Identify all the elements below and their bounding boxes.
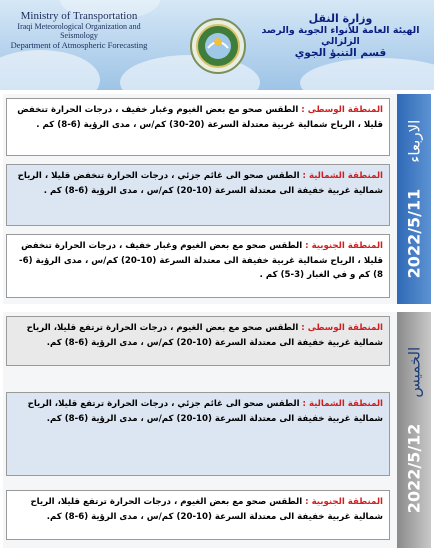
region-label: المنطقة الوسطى : [301,323,383,333]
forecast-date: 2022/5/11 [404,188,424,279]
date-column [397,312,431,548]
date-column [397,94,431,304]
region-label: المنطقة الوسطى : [301,105,383,115]
cloud-decoration [0,50,100,90]
region-label: المنطقة الجنوبية : [305,497,383,507]
ministry-name-en: Ministry of Transportation [20,10,138,22]
forecast-card-southern [6,490,390,540]
cloud-decoration [300,58,434,90]
forecast-text: الطقس صحو الى غائم جزئي ، درجات الحرارة ترتفع قليلا، الرياح شمالية غربية خفيفة الى معتدلة السرعة (10-20) كم/س ، مدى الرؤية (6-8) كم. [27,399,383,424]
forecast-card-central [6,316,390,366]
forecast-card-southern [6,234,390,298]
day-name: الخميس [405,346,424,398]
region-label: المنطقة الشمالية : [302,171,383,181]
forecast-card-central [6,98,390,156]
forecast-date: 2022/5/12 [404,423,424,514]
organization-logo [190,18,246,74]
department-name-ar: قسم التنبؤ الجوي [294,47,387,59]
forecast-card-northern [6,392,390,476]
forecast-text: الطقس صحو مع بعض الغيوم وغبار خفيف ، درجات الحرارة تنخفض قليلا ، الرياح شمالية غربية خفيفة الى معتدلة السرعة (10-20) كم/س ، مدى الرؤية (6-8) كم و في الغبار (3-5) كم . [19,241,383,280]
forecast-day-panel [3,312,431,548]
region-label: المنطقة الشمالية : [302,399,383,409]
header-english-block [4,10,154,50]
header-arabic-block [253,12,428,59]
date-label [405,347,424,513]
date-label [405,120,424,279]
organization-name-en: Iraqi Meteorological Organization and Seismology [17,22,141,40]
ministry-name-ar: وزارة النقل [308,12,373,25]
forecast-card-northern [6,164,390,226]
day-name: الاربعاء [405,119,424,163]
forecast-text: الطقس صحو الى غائم جزئي ، درجات الحرارة تنخفض قليلا ، الرياح شمالية غربية خفيفة الى معتدلة السرعة (10-20) كم/س ، مدى الرؤية (6-8) كم . [17,171,383,196]
forecast-text: الطقس صحو مع بعض الغيوم وغبار خفيف ، درجات الحرارة تنخفض قليلا ، الرياح شمالية غربية معتدلة السرعة (20-30) كم/س ، مدى الرؤية (6-8) كم . [17,105,383,130]
organization-name-ar: الهيئة العامة للأنواء الجوية والرصد الزلزالي [261,25,420,47]
department-name-en: Department of Atmospheric Forecasting [10,40,148,50]
page-header [0,0,434,90]
forecast-text: الطقس صحو مع بعض الغيوم ، درجات الحرارة ترتفع قليلا، الرياح شمالية غربية خفيفة الى معتدلة السرعة (10-20) كم/س ، مدى الرؤية (6-8) كم. [30,497,383,522]
forecast-day-panel [3,94,431,304]
forecast-text: الطقس صحو مع بعض الغيوم ، درجات الحرارة ترتفع قليلا، الرياح شمالية غربية خفيفة الى معتدلة السرعة (10-20) كم/س ، مدى الرؤية (6-8) كم. [26,323,383,348]
region-label: المنطقة الجنوبية : [305,241,383,251]
